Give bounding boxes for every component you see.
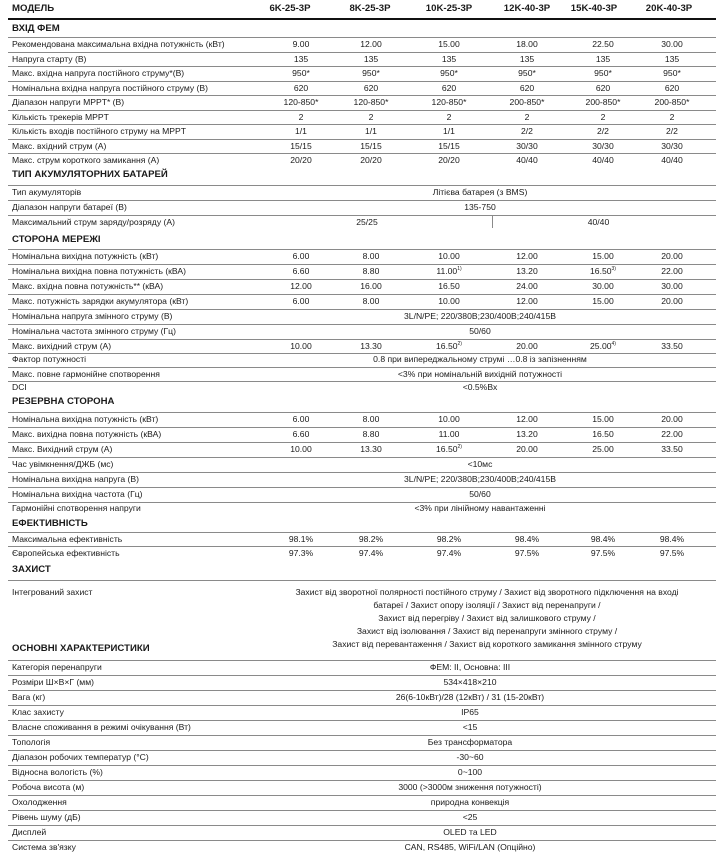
cell-value: 12.00: [360, 39, 382, 49]
divider: [8, 18, 716, 20]
protection-line: Захист від зворотної полярності постійного струму / Захист від зворотного підключення на вході: [295, 587, 679, 597]
cell-value: 40/40: [516, 155, 538, 165]
cell-value: 98.4%: [590, 534, 616, 544]
cell-value: 97.4%: [436, 548, 462, 558]
battery-current-high: 40/40: [587, 217, 610, 227]
cell-value: 24.00: [516, 281, 538, 291]
cell-value: 25.00$^{4)}$: [590, 341, 616, 351]
row-label: Робоча висота (м): [12, 782, 85, 792]
cell-value: 2: [669, 111, 675, 122]
row-label: Номінальна вхідна напруга постійного струму (В): [12, 82, 208, 93]
cell-value: 13.20: [516, 266, 538, 276]
cell-value: 30/30: [661, 140, 683, 151]
row-label: Номінальна вихідна потужність (кВт): [12, 414, 159, 424]
row-label: Категорія перенапруги: [12, 662, 102, 672]
cell-value: 15.00: [592, 251, 614, 261]
cell-value: 620: [519, 82, 535, 93]
cell-value: 30.00: [592, 281, 614, 291]
cell-value: 16.50: [438, 281, 460, 291]
section-title: ОСНОВНІ ХАРАКТЕРИСТИКИ: [12, 643, 150, 654]
cell-value: 8.80: [362, 266, 380, 276]
cell-value: 950*: [663, 68, 681, 78]
row-label: Гармонійні спотворення напруги: [12, 503, 141, 513]
cell-value: 11.00: [438, 429, 460, 439]
cell-value: 620: [664, 82, 680, 93]
row-value: CAN, RS485, WiFi/LAN (Опційно): [404, 842, 536, 852]
cell-value: 1/1: [365, 126, 377, 136]
footnote-mark: 2): [457, 444, 462, 451]
cell-value: 620: [441, 82, 457, 93]
cell-value: 12.00: [290, 281, 312, 291]
section-title: РЕЗЕРВНА СТОРОНА: [12, 396, 115, 407]
cell-value: 20.00: [661, 414, 683, 424]
row-label: Тип акумуляторів: [12, 187, 82, 197]
cell-value: 10.00: [438, 296, 460, 306]
cell-value: 2: [298, 111, 304, 122]
row-label: Діапазон напруги батареї (В): [12, 202, 127, 212]
cell-value: 950*: [594, 68, 612, 78]
row-label: Номінальна напруга змінного струму (В): [12, 311, 173, 321]
cell-value: 135: [441, 53, 457, 64]
row-label: Макс. повне гармонійне спотворення: [12, 369, 160, 379]
model-name: 10K-25-3P: [425, 3, 473, 14]
cell-value: 10.00: [290, 341, 312, 351]
row-label: Максимальна ефективність: [12, 534, 123, 544]
cell-value: 98.4%: [514, 534, 540, 544]
cell-value: 20.00: [661, 251, 683, 261]
backup-frequency-value: 50/60: [469, 489, 491, 499]
model-name: 12K-40-3P: [503, 3, 551, 14]
cell-value: 950*: [292, 68, 310, 78]
model-label: МОДЕЛЬ: [12, 3, 55, 14]
cell-value: 20.00: [516, 341, 538, 351]
row-value: 534×418×210: [443, 677, 497, 687]
cell-value: 22.00: [661, 266, 683, 276]
section-title: СТОРОНА МЕРЕЖІ: [12, 234, 101, 245]
model-name: 6K-25-3P: [269, 3, 311, 14]
cell-value: 1/1: [295, 126, 307, 136]
row-label: Макс. Вихідний струм (А): [12, 444, 113, 454]
cell-value: 97.4%: [358, 548, 384, 558]
cell-value: 15.00: [438, 39, 460, 49]
cell-value: 97.5%: [514, 548, 540, 558]
row-label: Кількість трекерів MPPT: [12, 111, 109, 122]
footnote-mark: 1): [457, 266, 462, 273]
backup-switch-value: <10мс: [467, 459, 493, 469]
backup-thd-value: <3% при лінійному навантаженні: [414, 503, 546, 513]
cell-value: 15/15: [360, 140, 382, 151]
cell-value: 98.2%: [436, 534, 462, 544]
cell-value: 2: [446, 111, 452, 122]
cell-value: 16.50$^{2)}$: [436, 444, 462, 454]
cell-value: 135: [293, 53, 309, 64]
cell-value: 13.30: [360, 341, 382, 351]
row-value: ФЕМ: II, Основна: III: [429, 662, 511, 672]
row-label: Номінальна вихідна частота (Гц): [12, 489, 143, 499]
section-title: ТИП АКУМУЛЯТОРНИХ БАТАРЕЙ: [12, 169, 168, 180]
cell-value: 950*: [518, 68, 536, 78]
grid-frequency-value: 50/60: [469, 326, 491, 336]
cell-value: 20.00: [516, 444, 538, 454]
row-label: Рекомендована максимальна вхідна потужність (кВт): [12, 39, 225, 49]
cell-value: 22.00: [661, 429, 683, 439]
footnote-mark: 3): [611, 266, 616, 273]
cell-value: 8.80: [362, 429, 380, 439]
cell-value: 13.30: [360, 444, 382, 454]
cell-value: 18.00: [516, 39, 538, 49]
section-title: ВХІД ФЕМ: [12, 23, 60, 34]
cell-value: 16.00: [360, 281, 382, 291]
row-value: 0~100: [457, 767, 483, 777]
cell-value: 135: [519, 53, 535, 64]
cell-value: 97.5%: [590, 548, 616, 558]
row-value: <25: [462, 812, 478, 822]
row-label: Фактор потужності: [12, 354, 87, 364]
cell-value: 40/40: [592, 155, 614, 165]
cell-value: 12.00: [516, 414, 538, 424]
cell-value: 135: [363, 53, 379, 64]
cell-value: 22.50: [592, 39, 614, 49]
row-label: Номінальна вихідна напруга (В): [12, 474, 139, 484]
cell-value: 2/2: [666, 126, 678, 136]
row-label: Відносна вологість (%): [12, 767, 103, 777]
row-value: IP65: [461, 707, 479, 717]
cell-value: 20/20: [438, 155, 460, 165]
cell-value: 8.00: [362, 296, 380, 306]
cell-value: 200-850*: [509, 97, 545, 107]
row-value: Без трансформатора: [427, 737, 513, 747]
row-label: Кількість входів постійного струму на MPPT: [12, 126, 187, 136]
protection-line: Захист від перегріву / Захист від залишкового струму /: [378, 613, 596, 623]
row-label: Власне споживання в режимі очікування (Вт): [12, 722, 191, 732]
cell-value: 8.00: [362, 251, 380, 261]
row-value: 3000 (>3000м зниження потужності): [398, 782, 542, 792]
cell-value: 98.2%: [358, 534, 384, 544]
cell-value: 97.3%: [288, 548, 314, 558]
model-name: 8K-25-3P: [349, 3, 391, 14]
cell-value: 200-850*: [585, 97, 621, 107]
cell-value: 30.00: [661, 281, 683, 291]
row-label: DCI: [12, 382, 27, 392]
row-label: Макс. вхідна повна потужність** (кВА): [12, 281, 164, 291]
row-value: <15: [462, 722, 478, 732]
battery-voltage-value: 135-750: [464, 202, 496, 212]
cell-value: 6.00: [292, 414, 310, 424]
cell-value: 950*: [362, 68, 380, 78]
cell-value: 30/30: [516, 140, 538, 151]
model-name: 20K-40-3P: [645, 3, 693, 14]
cell-value: 6.60: [292, 266, 310, 276]
protection-line: Захист від ізолювання / Захист від перенапруги змінного струму /: [356, 626, 618, 636]
row-label: Час увімкнення/ДЖБ (мс): [12, 459, 114, 469]
row-label: Діапазон напруги MPPT* (В): [12, 97, 125, 107]
section-title: ЕФЕКТИВНІСТЬ: [12, 518, 88, 529]
cell-value: 16.50$^{3)}$: [590, 266, 616, 276]
cell-value: 20/20: [290, 155, 312, 165]
row-value: OLED та LED: [443, 827, 497, 837]
row-label: Топологія: [12, 737, 51, 747]
cell-value: 200-850*: [654, 97, 690, 107]
cell-value: 33.50: [661, 444, 683, 454]
cell-value: 2: [368, 111, 374, 122]
row-label: Номінальна частота змінного струму (Гц): [12, 326, 176, 336]
cell-value: 2: [600, 111, 606, 122]
row-label: Макс. вихідна повна потужність (кВА): [12, 429, 162, 439]
cell-value: 16.50: [592, 429, 614, 439]
model-name: 15K-40-3P: [570, 3, 618, 14]
row-label: Діапазон робочих температур (°C): [12, 752, 149, 762]
cell-value: 30/30: [592, 140, 614, 151]
row-label: Макс. вхідний струм (А): [12, 140, 107, 151]
row-value: 26(6-10кВт)/28 (12кВт) / 31 (15-20кВт): [395, 692, 545, 702]
cell-value: 8.00: [362, 414, 380, 424]
row-label: Напруга старту (В): [12, 53, 87, 64]
cell-value: 98.1%: [288, 534, 314, 544]
protection-line: батареї / Захист опору ізоляції / Захист від перенапруги /: [373, 600, 601, 610]
cell-value: 950*: [440, 68, 458, 78]
protection-text: [253, 586, 721, 651]
cell-value: 2: [524, 111, 530, 122]
cell-value: 25.00: [592, 444, 614, 454]
row-label: Інтегрований захист: [12, 587, 93, 597]
cell-value: 135: [664, 53, 680, 64]
row-value: природна конвекція: [430, 797, 510, 807]
cell-value: 9.00: [292, 39, 310, 49]
row-label: Максимальний струм заряду/розряду (А): [12, 217, 175, 227]
grid-dci-value: <0.5%Вх: [462, 382, 498, 392]
cell-value: 15/15: [290, 140, 312, 151]
protection-line: Захист від перевантаження / Захист від короткого замикання змінного струму: [332, 639, 642, 649]
cell-value: 11.00$^{1)}$: [436, 266, 462, 276]
row-label: Клас захисту: [12, 707, 64, 717]
row-label: Рівень шуму (дБ): [12, 812, 81, 822]
cell-value: 2/2: [521, 126, 533, 136]
cell-value: 120-850*: [431, 97, 467, 107]
cell-value: 20.00: [661, 296, 683, 306]
row-label: Система зв'язку: [12, 842, 76, 852]
battery-type-value: Літієва батарея (з BMS): [432, 187, 528, 197]
row-label: Охолодження: [12, 797, 67, 807]
cell-value: 10.00: [290, 444, 312, 454]
cell-value: 12.00: [516, 251, 538, 261]
grid-pf-value: 0.8 при випереджальному струмі …0.8 із запізненням: [373, 354, 587, 364]
row-label: Вага (кг): [12, 692, 46, 702]
grid-voltage-value: 3L/N/PE; 220/380B;230/400B;240/415B: [404, 311, 556, 321]
row-label: Розміри Ш×В×Г (мм): [12, 677, 94, 687]
backup-voltage-value: 3L/N/PE; 220/380B;230/400B;240/415B: [404, 474, 556, 484]
row-label: Європейська ефективність: [12, 548, 120, 558]
row-label: Номінальна вихідна повна потужність (кВА): [12, 266, 186, 276]
cell-value: 10.00: [438, 414, 460, 424]
cell-value: 33.50: [661, 341, 683, 351]
cell-value: 40/40: [661, 155, 683, 165]
cell-value: 15.00: [592, 296, 614, 306]
cell-value: 15.00: [592, 414, 614, 424]
cell-value: 6.60: [292, 429, 310, 439]
cell-value: 20/20: [360, 155, 382, 165]
cell-value: 2/2: [597, 126, 609, 136]
row-label: Макс. потужність зарядки акумулятора (кВт): [12, 296, 189, 306]
cell-value: 620: [595, 82, 611, 93]
section-title: ЗАХИСТ: [12, 564, 51, 575]
cell-value: 135: [595, 53, 611, 64]
cell-value: 6.00: [292, 251, 310, 261]
cell-value: 15/15: [438, 140, 460, 151]
battery-current-low: 25/25: [356, 217, 378, 227]
row-label: Дисплей: [12, 827, 47, 837]
cell-value: 98.4%: [659, 534, 685, 544]
cell-value: 6.00: [292, 296, 310, 306]
row-label: Макс. вхідна напруга постійного струму*(В): [12, 68, 185, 78]
cell-value: 120-850*: [283, 97, 319, 107]
divider: [492, 216, 493, 228]
cell-value: 97.5%: [659, 548, 685, 558]
row-value: -30~60: [456, 752, 484, 762]
cell-value: 620: [293, 82, 309, 93]
cell-value: 620: [363, 82, 379, 93]
cell-value: 1/1: [443, 126, 455, 136]
cell-value: 12.00: [516, 296, 538, 306]
cell-value: 13.20: [516, 429, 538, 439]
grid-thd-value: <3% при номінальній вихідній потужності: [397, 369, 563, 379]
row-label: Макс. вихідний струм (А): [12, 341, 112, 351]
row-label: Номінальна вихідна потужність (кВт): [12, 251, 159, 261]
cell-value: 10.00: [438, 251, 460, 261]
row-label: Макс. струм короткого замикання (А): [12, 155, 160, 165]
divider: [8, 580, 716, 581]
cell-value: 16.50$^{2)}$: [436, 341, 462, 351]
cell-value: 120-850*: [353, 97, 389, 107]
cell-value: 30.00: [661, 39, 683, 49]
